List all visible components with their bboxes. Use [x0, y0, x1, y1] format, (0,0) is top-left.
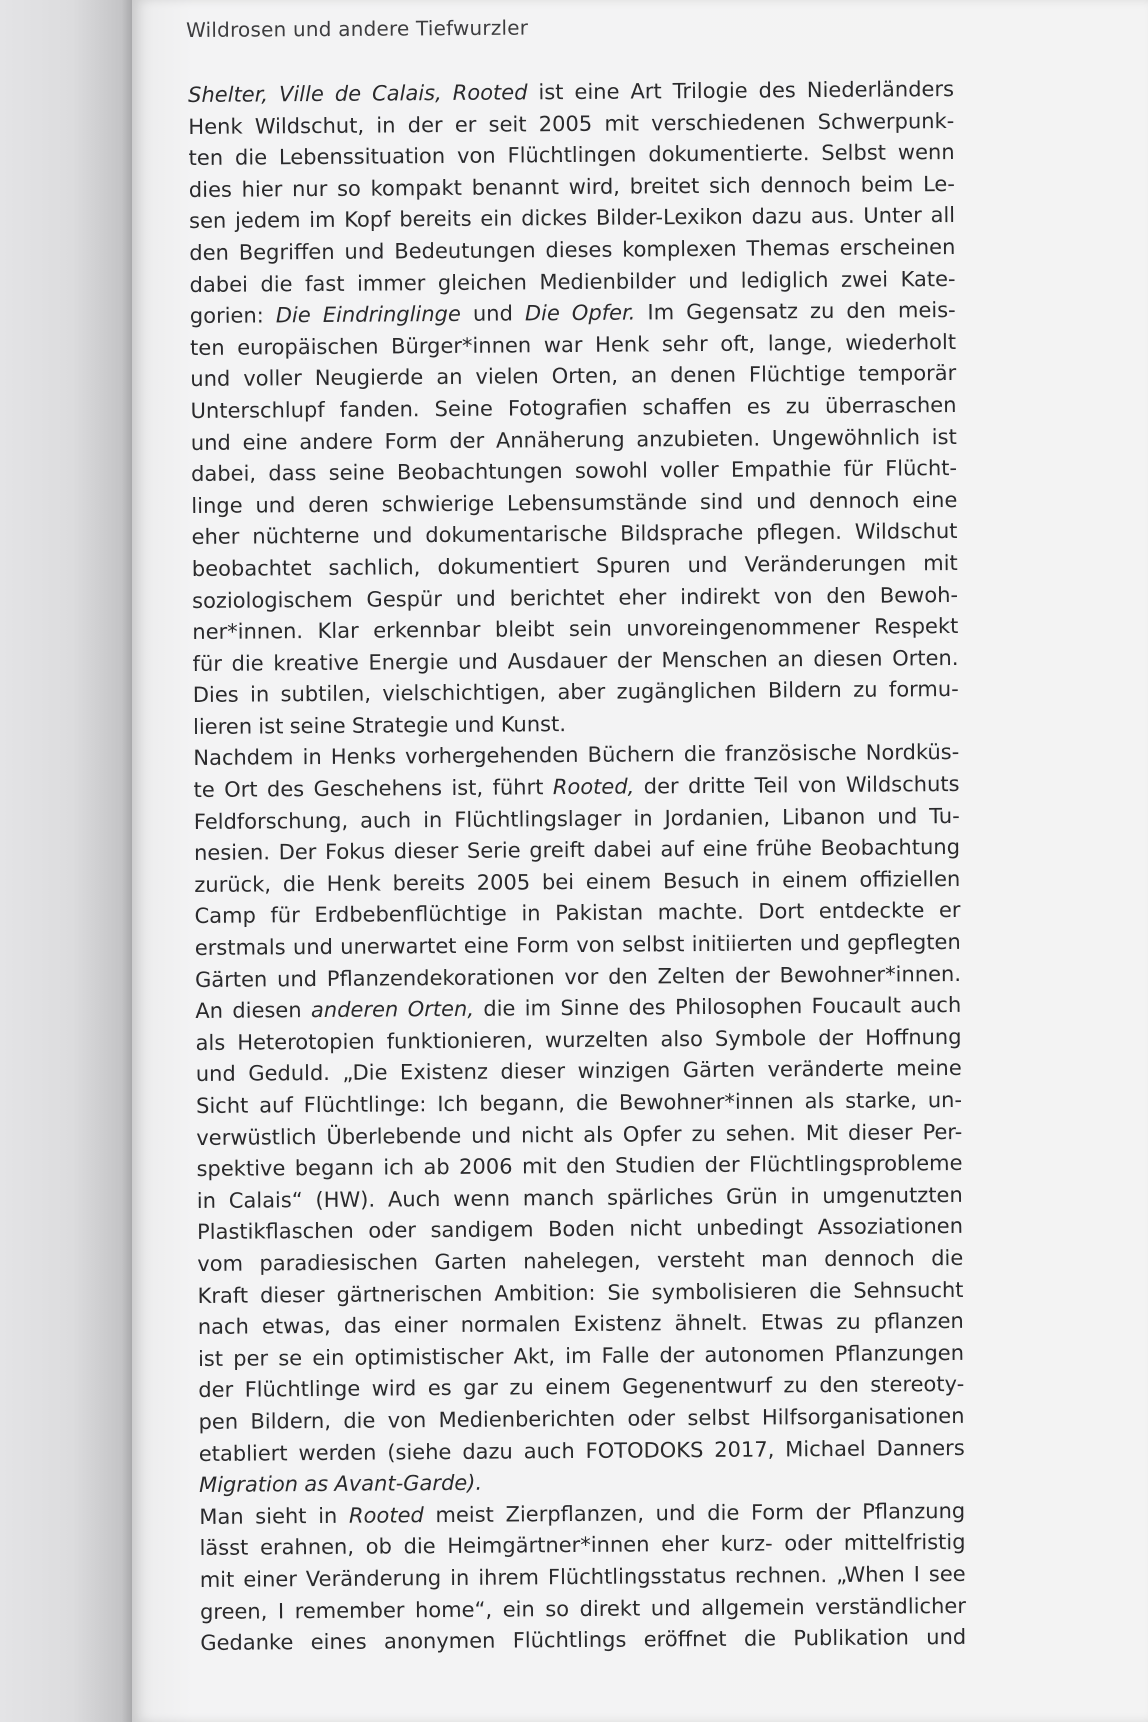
text-line: nach etwas, das einer normalen Existenz ähnelt. Etwas zu pflanzen	[197, 1309, 964, 1340]
text-line: Plastikflaschen oder sandigem Boden nicht unbedingt Assoziationen	[196, 1214, 964, 1245]
text-line: pen Bildern, die von Medienberichten oder selbst Hilfsorganisationen	[198, 1403, 965, 1434]
paragraph	[193, 737, 965, 1501]
text-line: nesien. Der Fokus dieser Serie greift dabei auf eine frühe Beobachtung	[193, 835, 961, 866]
text-line: beobachtet sachlich, dokumentiert Spuren und Veränderungen mit	[191, 550, 958, 581]
text-line: mit einer Veränderung in ihrem Flüchtlingsstatus rechnen. „When I see	[199, 1561, 966, 1592]
text-line: Kraft dieser gärtnerischen Ambition: Sie symbolisieren die Sehnsucht	[197, 1277, 964, 1308]
text-line: Camp für Erdbebenflüchtige in Pakistan machte. Dort entdeckte er	[194, 898, 961, 929]
text-line: dabei, dass seine Beobachtungen sowohl voller Empathie für Flücht-	[191, 456, 958, 487]
text-line: sen jedem im Kopf bereits ein dickes Bilder-Lexikon dazu aus. Unter all	[189, 203, 956, 234]
text-line: lieren ist seine Strategie und Kunst.	[192, 711, 567, 739]
text-line: als Heterotopien funktionieren, wurzelten also Symbole der Hoffnung	[195, 1024, 962, 1055]
text-line: den Begriffen und Bedeutungen dieses komplexen Themas erscheinen	[189, 234, 956, 265]
text-line: Gedanke eines anonymen Flüchtlings eröffnet die Publikation und	[200, 1625, 967, 1656]
text-line: erstmals und unerwartet eine Form von selbst initiierten und gepflegten	[194, 929, 961, 961]
text-line: der Flüchtlinge wird es gar zu einem Gegenentwurf zu den stereoty-	[198, 1372, 965, 1403]
text-line: in Calais“ (HW). Auch wenn manch spärliches Grün in umgenutzten	[196, 1182, 963, 1213]
paragraph	[199, 1496, 966, 1660]
text-line: An diesen anderen Orten, die im Sinne des Philosophen Foucault auch	[195, 993, 962, 1024]
text-line: Shelter, Ville de Calais, Rooted ist eine Art Trilogie des Niederländers	[188, 76, 955, 107]
text-line: Sicht auf Flüchtlinge: Ich begann, die Bewohner*innen als starke, un-	[195, 1087, 963, 1118]
text-line: Migration as Avant-Garde).	[198, 1470, 483, 1498]
text-line: ist per se ein optimistischer Akt, im Falle der autonomen Pflanzungen	[197, 1340, 965, 1371]
text-line: Man sieht in Rooted meist Zierpflanzen, und die Form der Pflanzung	[199, 1498, 966, 1529]
text-line: Feldforschung, auch in Flüchtlingslager in Jordanien, Libanon und Tu-	[193, 803, 960, 834]
text-line: eher nüchterne und dokumentarische Bildsprache pflegen. Wildschut	[191, 519, 958, 550]
running-head: Wildrosen und andere Tiefwurzler	[186, 15, 529, 42]
text-line: und eine andere Form der Annäherung anzubieten. Ungewöhnlich ist	[190, 424, 957, 455]
text-line: Dies in subtilen, vielschichtigen, aber zugänglichen Bildern zu formu-	[192, 677, 959, 708]
text-line: dies hier nur so kompakt benannt wird, breitet sich dennoch beim Le-	[188, 171, 955, 202]
text-line: für die kreative Energie und Ausdauer der Menschen an diesen Orten.	[192, 645, 959, 676]
text-line: Henk Wildschut, in der er seit 2005 mit verschiedenen Schwerpunk-	[188, 108, 955, 139]
text-line: linge und deren schwierige Lebensumstände sind und dennoch eine	[191, 487, 958, 518]
text-line: und Geduld. „Die Existenz dieser winzigen Gärten veränderte meine	[195, 1056, 962, 1087]
text-line: spektive begann ich ab 2006 mit den Studien der Flüchtlingsprobleme	[196, 1151, 963, 1182]
text-line: dabei die fast immer gleichen Medienbilder und lediglich zwei Kate-	[189, 266, 956, 297]
text-line: etabliert werden (siehe dazu auch FOTODOKS 2017, Michael Danners	[198, 1435, 965, 1466]
text-line: vom paradiesischen Garten nahelegen, versteht man dennoch die	[197, 1245, 964, 1276]
paragraph	[188, 74, 959, 743]
text-line: Nachdem in Henks vorhergehenden Büchern die französische Nordküs-	[193, 740, 960, 771]
text-line: zurück, die Henk bereits 2005 bei einem Besuch in einem offiziellen	[194, 866, 961, 897]
text-line: und voller Neugierde an vielen Orten, an denen Flüchtige temporär	[190, 361, 957, 392]
text-line: green, I remember home“, ein so direkt und allgemein verständlicher	[199, 1593, 967, 1624]
text-line: verwüstlich Überlebende und nicht als Opfer zu sehen. Mit dieser Per-	[196, 1119, 963, 1150]
text-line: te Ort des Geschehens ist, führt Rooted, der dritte Teil von Wildschuts	[193, 772, 960, 803]
text-line: ten die Lebenssituation von Flüchtlingen dokumentierte. Selbst wenn	[188, 140, 955, 171]
facing-page-edge	[0, 0, 132, 1722]
text-line: ten europäischen Bürger*innen war Henk sehr oft, lange, wiederholt	[190, 329, 957, 360]
text-line: Unterschlupf fanden. Seine Fotografien schaffen es zu überraschen	[190, 392, 957, 423]
text-line: Gärten und Pflanzendekorationen vor den Zelten der Bewohner*innen.	[194, 961, 962, 992]
text-line: ner*innen. Klar erkennbar bleibt sein unvoreingenommener Respekt	[192, 614, 959, 645]
text-line: gorien: Die Eindringlinge und Die Opfer. Im Gegensatz zu den meis-	[189, 298, 956, 329]
body-text	[188, 74, 966, 1660]
text-line: lässt erahnen, ob die Heimgärtner*innen eher kurz- oder mittelfristig	[199, 1530, 966, 1561]
text-line: soziologischem Gespür und berichtet eher indirekt von den Bewoh-	[191, 582, 959, 613]
